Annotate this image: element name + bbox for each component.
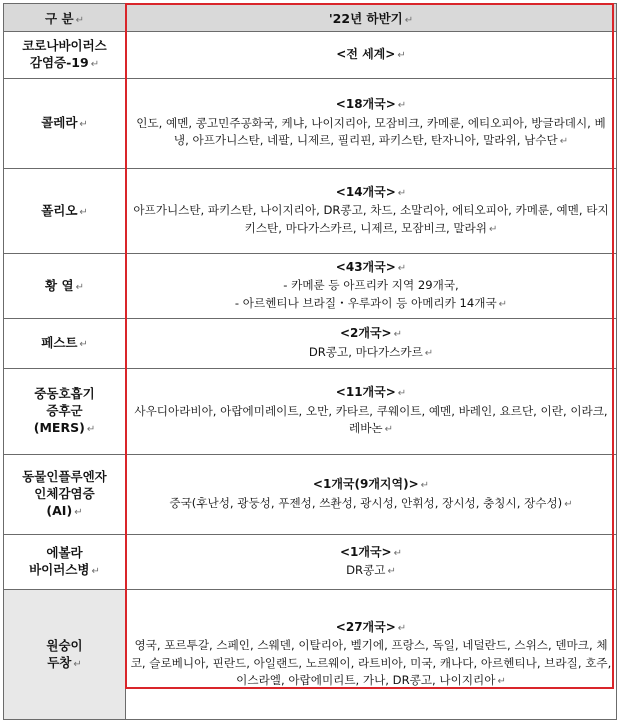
countries-cell xyxy=(126,79,617,169)
country-count: <43개국> ↵ xyxy=(335,259,407,274)
table-row xyxy=(4,369,617,455)
disease-name-cell xyxy=(4,369,126,455)
disease-name-line: (MERS) ↵ xyxy=(33,420,96,435)
countries-cell xyxy=(126,590,617,720)
disease-name-cell xyxy=(4,319,126,369)
disease-name-cell xyxy=(4,590,126,720)
disease-name-line: 바이러스병 ↵ xyxy=(29,562,100,577)
countries-cell xyxy=(126,535,617,590)
disease-name-cell xyxy=(4,455,126,535)
table-row xyxy=(4,535,617,590)
table-row xyxy=(4,455,617,535)
header-category-label: 구 분 xyxy=(45,10,74,26)
disease-name-line: (AI) ↵ xyxy=(46,503,83,518)
header-period-label: '22년 하반기 xyxy=(328,10,403,26)
disease-name-line: 동물인플루엔자 xyxy=(22,469,107,484)
country-count: <2개국> ↵ xyxy=(339,326,403,340)
country-count: <1개국(9개지역)> ↵ xyxy=(312,477,430,491)
disease-name-line: 감염증-19 ↵ xyxy=(29,55,100,70)
header-row xyxy=(4,4,617,32)
disease-name-cell xyxy=(4,169,126,254)
country-count: <27개국> ↵ xyxy=(335,619,407,634)
disease-name-line: 폴리오 ↵ xyxy=(41,202,88,218)
countries-cell xyxy=(126,169,617,254)
country-list: 인도, 예멘, 콩고민주공화국, 케냐, 나이지리아, 모잠비크, 카메룬, 에티오피아, 방글라데시, 베냉, 아프가니스탄, 네팔, 니제르, 필리핀, 파키스탄, 탄자니아, 말라위, 남수단 ↵ xyxy=(136,115,606,148)
table-row xyxy=(4,169,617,254)
countries-cell xyxy=(126,254,617,319)
table-row xyxy=(4,590,617,720)
table-row xyxy=(4,32,617,79)
table-row xyxy=(4,254,617,319)
disease-name-line: 에볼라 xyxy=(46,545,83,560)
disease-name-cell xyxy=(4,32,126,79)
table-row xyxy=(4,319,617,369)
countries-cell xyxy=(126,32,617,79)
header-category: 구 분 ↵ xyxy=(4,4,126,32)
country-list: 아프가니스탄, 파키스탄, 나이지리아, DR콩고, 차드, 소말리아, 에티오피아, 카메룬, 예멘, 타지키스탄, 마다가스카르, 니제르, 모잠비크, 말라위 ↵ xyxy=(133,203,609,235)
disease-name-cell xyxy=(4,535,126,590)
country-count: <14개국> ↵ xyxy=(335,184,407,199)
disease-name-line: 원숭이 xyxy=(46,637,83,653)
country-count: <18개국> ↵ xyxy=(335,97,407,112)
country-list: 사우디아라비아, 아랍에미레이트, 오만, 카타르, 쿠웨이트, 예멘, 바레인, 요르단, 이란, 이라크, 레바논 ↵ xyxy=(134,403,608,436)
country-list: DR콩고, 마다가스카르 ↵ xyxy=(308,344,434,359)
country-list: 중국(후난성, 광둥성, 푸젠성, 쓰촨성, 광시성, 안휘성, 장시성, 충칭시, 장수성) ↵ xyxy=(169,495,573,510)
disease-name-line: 코로나바이러스 xyxy=(22,38,107,53)
country-list: - 카메룬 등 아프리카 지역 29개국, - 아르헨티나 브라질・우루과이 등 아메리카 14개국 ↵ xyxy=(234,278,508,310)
table-row xyxy=(4,79,617,169)
countries-cell xyxy=(126,319,617,369)
country-count: <1개국> ↵ xyxy=(339,544,403,559)
country-count: <11개국> ↵ xyxy=(335,385,407,400)
country-list: 영국, 포르투갈, 스페인, 스웨덴, 이탈리아, 벨기에, 프랑스, 독일, 네덜란드, 스위스, 덴마크, 체코, 슬로베니아, 핀란드, 아일랜드, 노르웨이, 라트비아, 미국, 캐나다, 아르헨티나, 브라질, 호주, 이스라엘, 아랍에미리트, 가나, DR콩고, 나이지리아 ↵ xyxy=(130,638,612,687)
header-period: '22년 하반기 ↵ xyxy=(126,4,617,32)
country-list: DR콩고 ↵ xyxy=(346,563,396,577)
disease-name-cell xyxy=(4,79,126,169)
disease-name-line: 페스트 ↵ xyxy=(41,335,88,350)
disease-country-table xyxy=(3,3,617,720)
disease-name-line: 두창 ↵ xyxy=(47,654,82,670)
country-count: <전 세계> ↵ xyxy=(336,46,406,61)
disease-name-cell xyxy=(4,254,126,319)
countries-cell xyxy=(126,455,617,535)
disease-name-line: 인체감염증 xyxy=(34,486,95,501)
disease-name-line: 증후군 xyxy=(46,403,83,418)
disease-country-table-container xyxy=(3,3,617,720)
disease-name-line: 콜레라 ↵ xyxy=(41,115,88,130)
disease-name-line: 중동호흡기 xyxy=(34,386,95,401)
countries-cell xyxy=(126,369,617,455)
disease-name-line: 황 열 ↵ xyxy=(45,277,84,293)
